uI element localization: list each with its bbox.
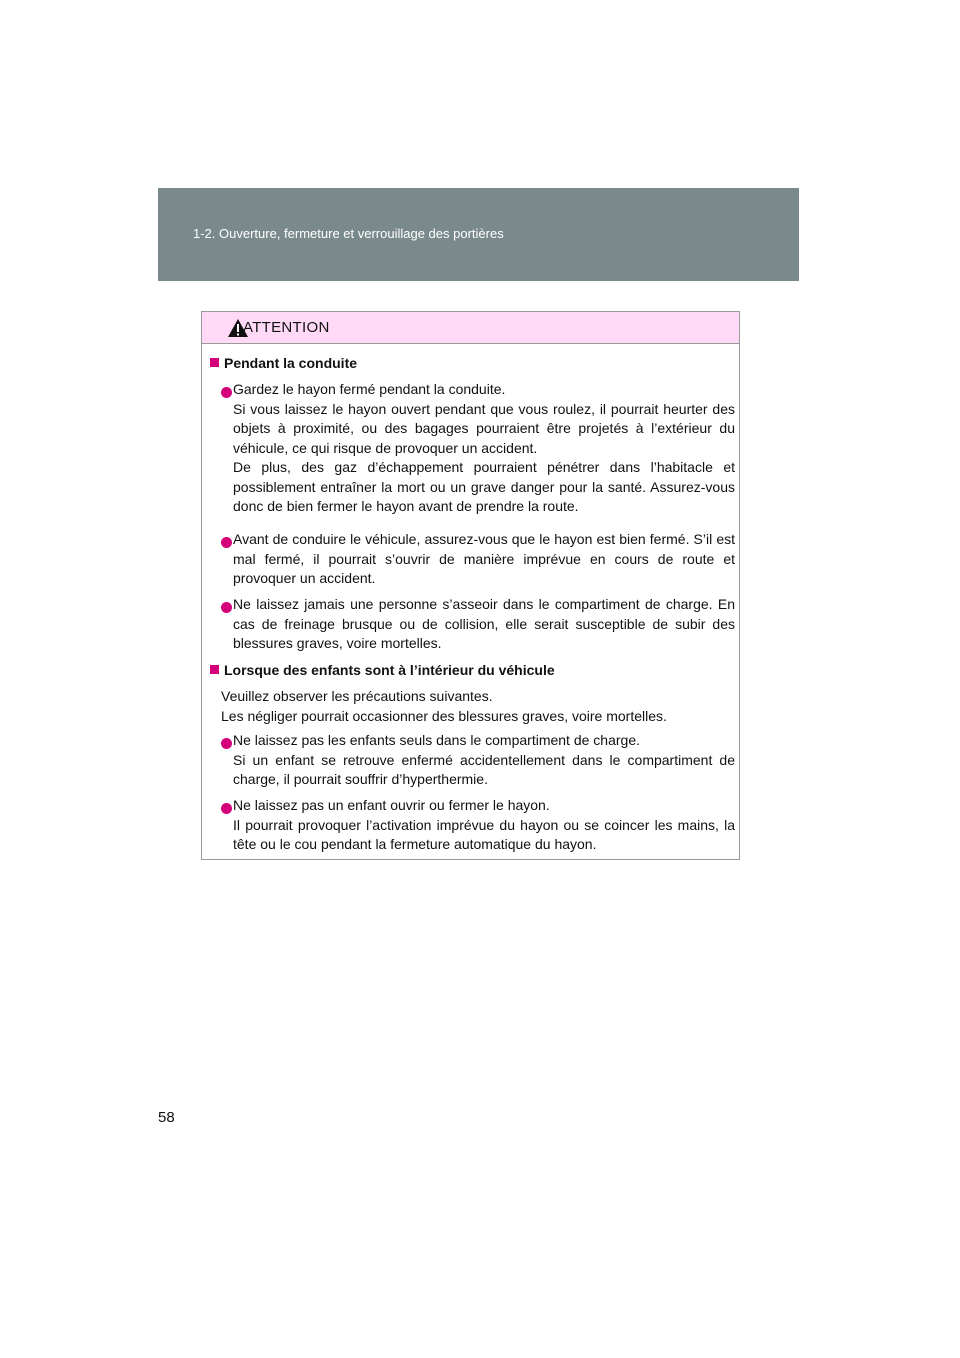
square-bullet-icon [210,358,219,367]
warning-title: ATTENTION [243,319,330,336]
list-item: Ne laissez jamais une personne s’asseoir dans le compartiment de charge. En cas de freinage brusque ou de collision, elle serait susceptible de subir des blessures graves, voire mortelles. [233,596,735,651]
list-item: Avant de conduire le véhicule, assurez-vous que le hayon est bien fermé. S’il est mal fermé, il pourrait s’ouvrir de manière imprévue en cours de route et provoquer un accident. [233,531,735,586]
chapter-title: 1-2. Ouverture, fermeture et verrouillage des portières [193,226,504,241]
section-title: Pendant la conduite [210,354,357,374]
warning-header [202,312,739,344]
warning-box [201,311,740,860]
square-bullet-icon [210,665,219,674]
list-item: Ne laissez pas les enfants seuls dans le compartiment de charge. Si un enfant se retrouve enfermé accidentellement dans le compartiment de charge, il pourrait souffrir d’hyperthermie. [233,732,735,787]
page-number: 58 [158,1109,175,1126]
section-intro: Veuillez observer les précautions suivantes. Les négliger pourrait occasionner des blessures graves, voire mortelles. [221,688,667,724]
section-title: Lorsque des enfants sont à l’intérieur du véhicule [210,661,555,681]
list-item: Gardez le hayon fermé pendant la conduite. Si vous laissez le hayon ouvert pendant que vous roulez, il pourrait heurter des objets à proximité, ou des bagages pourraient être projetés à l’extérieur du véhicule, ce qui risque de provoquer un accident. De plus, des gaz d’échappement pourraient pénétrer dans l’habitacle et possiblement entraîner la mort ou un grave danger pour la santé. Assurez-vous donc de bien fermer le hayon avant de prendre la route. [233,381,735,514]
list-item: Ne laissez pas un enfant ouvrir ou fermer le hayon. Il pourrait provoquer l’activation imprévue du hayon ou se coincer les mains, la tête ou le cou pendant la fermeture automatique du hayon. [233,797,735,852]
chapter-header [158,188,799,281]
